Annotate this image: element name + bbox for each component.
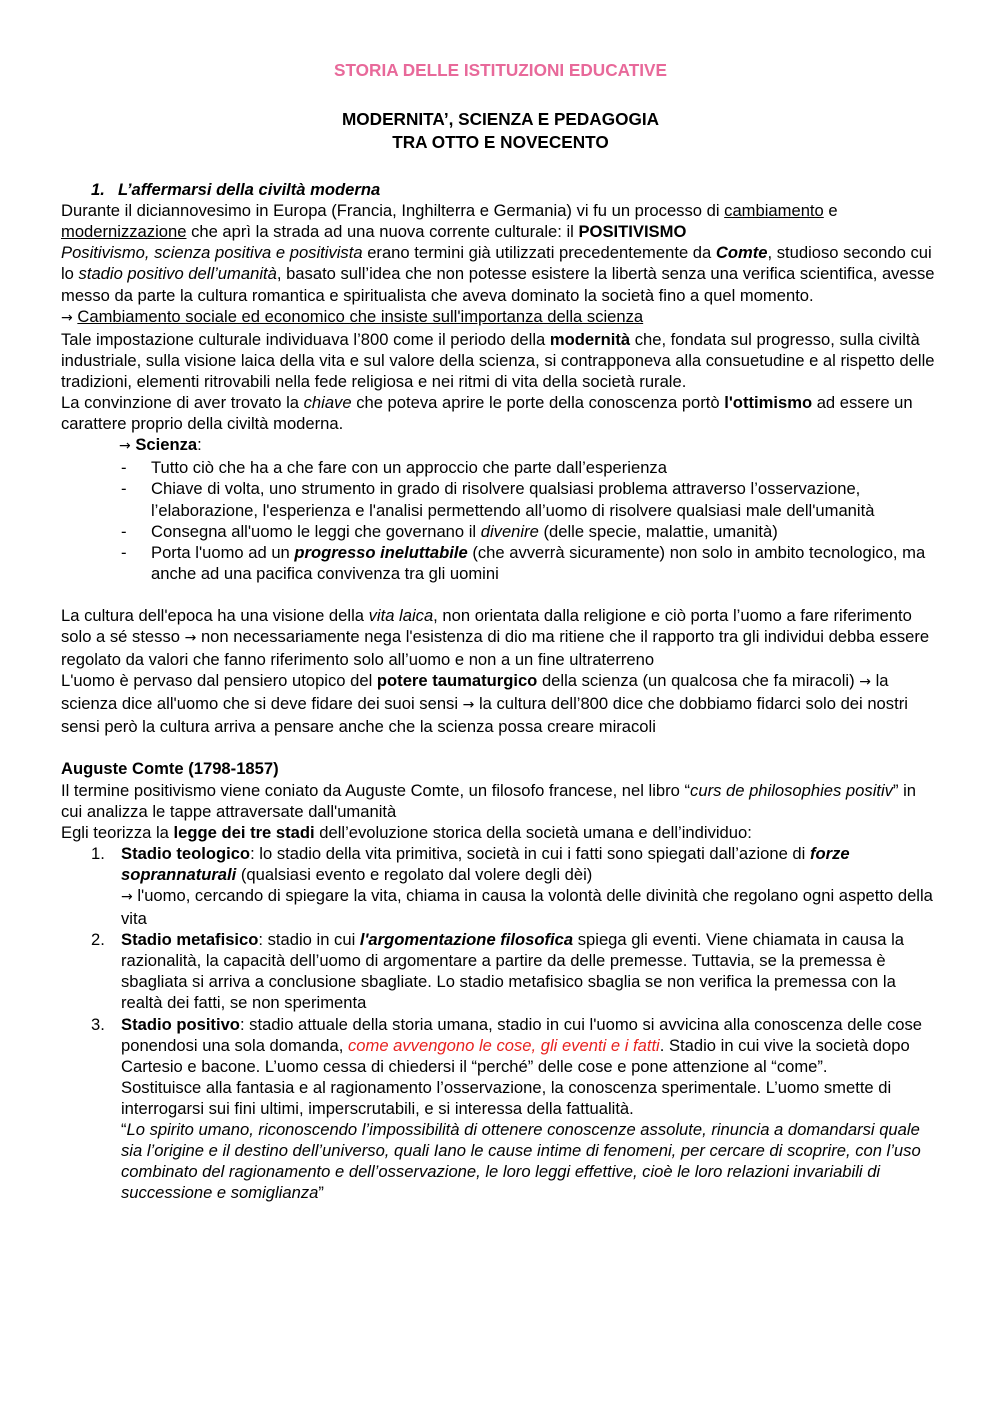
red-italic-text: come avvengono le cose, gli eventi e i fatti [347,1035,660,1055]
bold-italic-text: l'argomentazione filosofica [359,930,574,950]
list-number: 3. [91,1014,105,1034]
paragraph-optimism [61,392,940,434]
list-item [61,542,940,584]
paragraph-tre-stadi [61,822,940,843]
page-title-line2: TRA OTTO E NOVECENTO [392,132,609,153]
text: che poteva aprire le porte della conoscenza portò [351,393,725,413]
italic-text: Lo spirito umano, riconoscendo l’impossibilità di ottenere conoscenze assolute, rinuncia a domandarsi quale sia l’origine e il destino dell’universo, quali Iano le cause intime di fenomeni, per cercare di scoprire, con l’uso combinato del ragionamento e dell’osservazione, le loro leggi effettive, cioè le loro relazioni invariabili di successione e somiglianza [121,1120,921,1203]
section-number: 1. [91,180,105,200]
bold-text: Scienza [135,435,198,455]
text: La cultura dell'epoca ha una visione della [61,605,369,625]
underlined-text: modernizzazione [61,222,187,242]
bold-italic-text: Comte [715,243,768,263]
text: L'uomo è pervaso dal pensiero utopico del [61,671,377,691]
stage-note [121,885,940,929]
list-item [61,521,940,542]
text: Porta l'uomo ad un [151,542,295,562]
page-title [61,108,940,154]
page-title-line1: MODERNITA’, SCIENZA E PEDAGOGIA [341,109,660,130]
text: spiega gli eventi. Viene chiamata in causa la razionalità, la capacità dell’uomo di argomentare a partire da delle premesse. Tuttavia, se la premessa è sbagliata si arriva a conclusione sbagliate. Lo stadio metafisico sbaglia se non verifica la premessa con la realtà dei fatti, se non sperimenta [121,930,904,1013]
text: “ [121,1120,127,1140]
text: La convinzione di aver trovato la [61,393,304,413]
paragraph-arrow-change [61,306,940,329]
text: ” in cui analizza le tappe attraversate dall'umanità [61,780,917,821]
comte-heading: Auguste Comte (1798-1857) [61,759,279,779]
list-number: 1. [91,843,105,863]
text: , studioso secondo cui lo [61,243,932,284]
list-item-stadio-metafisico [61,929,940,1013]
arrow-icon: → [184,629,197,646]
text: erano termini già utilizzati precedentemente da [362,243,716,263]
underlined-text: Cambiamento sociale ed economico che insiste sull'importanza della scienza [77,306,644,326]
text: (delle specie, malattie, umanità) [538,521,778,541]
italic-text: divenire [480,521,539,541]
bold-text: Stadio metafisico [121,930,259,950]
text: che aprì la strada ad una nuova corrente culturale: il [186,222,579,242]
text: : stadio in cui [258,930,360,950]
list-item [61,478,940,520]
text: della scienza (un qualcosa che fa miracoli) [537,671,860,691]
spacer [61,584,940,605]
paragraph-comte-book [61,780,940,822]
text: ” [318,1183,324,1203]
list-number: 2. [91,930,105,950]
text: Tutto ciò che ha a che fare con un approccio che parte dall’esperienza [151,458,667,478]
arrow-icon: → [61,309,73,326]
text: ad essere un carattere proprio della civiltà moderna. [61,393,913,434]
text: : [197,435,202,455]
text: la cultura dell’800 dice che dobbiamo fidarci solo dei nostri sensi però la cultura arriva a pensare anche che la scienza possa creare miracoli [61,694,908,737]
text: non necessariamente nega l'esistenza di dio ma ritiene che il rapporto tra gli individui debba essere regolato da valori che fanno riferimento solo all’uomo e non a un fine ultraterreno [61,626,930,670]
text: : lo stadio della vita primitiva, società in cui i fatti sono spiegati dall’azione di [250,843,810,863]
section-heading [61,179,940,200]
section-heading-text: L’affermarsi della civiltà moderna [118,180,381,200]
text: Consegna all'uomo le leggi che governano il [151,521,481,541]
text: . Stadio in cui vive la società dopo Cartesio e bacone. L’uomo cessa di chiedersi il “perché” delle cose e pone attenzione al “come”. [121,1035,910,1076]
arrow-icon: → [859,674,871,691]
italic-text: vita laica [368,605,434,625]
bold-italic-text: forze soprannaturali [121,843,850,884]
bold-text: POSITIVISMO [578,222,687,242]
paragraph-intro [61,200,940,242]
course-title: STORIA DELLE ISTITUZIONI EDUCATIVE [334,60,667,80]
italic-text: chiave [303,393,352,413]
text: dell’evoluzione storica della società umana e dell’individuo: [314,822,752,842]
stage-paragraph: Sostituisce alla fantasia e al ragionamento l’osservazione, la conoscenza sperimentale. L’uomo smette di interrogarsi sui fini ultimi, imperscrutabili, e si interessa della fattualità. [121,1077,892,1118]
text: e [823,201,838,221]
arrow-icon: → [462,697,475,714]
text: : stadio attuale della storia umana, stadio in cui l'uomo si avvicina alla conoscenza delle cose ponendosi una sola domanda, [121,1014,922,1055]
underlined-text: cambiamento [724,201,824,221]
spacer [61,737,940,758]
paragraph-modernity [61,329,940,392]
text: Durante il diciannovesimo in Europa (Francia, Inghilterra e Germania) vi fu un processo di [61,201,725,221]
text: Chiave di volta, uno strumento in grado di risolvere qualsiasi problema attraverso l’osservazione, l’elaborazione, l'esperienza e l'analisi permettendo all’uomo di risolvere qualsiasi male dell'umanità [151,479,875,520]
bold-italic-text: progresso ineluttabile [294,542,468,562]
bold-text: Stadio positivo [121,1014,240,1034]
text: (qualsiasi evento e regolato dal volere degli dèi) [236,864,593,884]
bold-text: potere taumaturgico [376,671,538,691]
paragraph-taumaturgico [61,670,940,737]
arrow-icon: → [121,889,133,905]
italic-text: curs de philosophies positiv [690,780,893,800]
paragraph-positivism [61,242,940,305]
text: Egli teorizza la [61,822,174,842]
text: che, fondata sul progresso, sulla civiltà industriale, sulla visione laica della vita e sul valore della scienza, si contrapponeva alla consuetudine e al rispetto delle tradizioni, elementi ritrovabili nella fede religiosa e nei ritmi di vita della società rurale. [61,329,935,391]
paragraph-vita-laica [61,605,940,670]
bold-text: legge dei tre stadi [173,822,315,842]
text: Il termine positivismo viene coniato da Auguste Comte, un filosofo francese, nel libro “ [61,780,691,800]
arrow-icon: → [119,438,131,455]
bold-text: modernità [549,329,631,349]
list-item [61,457,940,478]
list-item-stadio-teologico [61,843,940,929]
text: l'uomo, cercando di spiegare la vita, chiama in causa la volontà delle divinità che regolano ogni aspetto della vita [121,886,933,929]
scienza-list [61,457,940,584]
text: , basato sull’idea che non potesse esistere la libertà senza una verifica scientifica, avesse messo da parte la cultura romantica e spiritualista che aveva dominato la società fino a quel momento. [61,264,935,305]
bold-text: Stadio teologico [121,843,251,863]
text: Tale impostazione culturale individuava l’800 come il periodo della [61,329,550,349]
text: , non orientata dalla religione e ciò porta l’uomo a fare riferimento solo a sé stesso [61,605,912,646]
italic-text: stadio positivo dell’umanità [78,264,277,284]
italic-text: Positivismo, scienza positiva e positivista [61,243,363,263]
bold-text: l'ottimismo [724,393,813,413]
stages-list [61,843,940,1204]
scienza-label-line [61,434,940,457]
text: la scienza dice all'uomo che si deve fidare dei suoi sensi [61,671,889,714]
list-item-stadio-positivo [61,1014,940,1204]
text: (che avverrà sicuramente) non solo in ambito tecnologico, ma anche ad una pacifica convivenza tra gli uomini [151,542,926,583]
comte-quote [121,1119,940,1203]
